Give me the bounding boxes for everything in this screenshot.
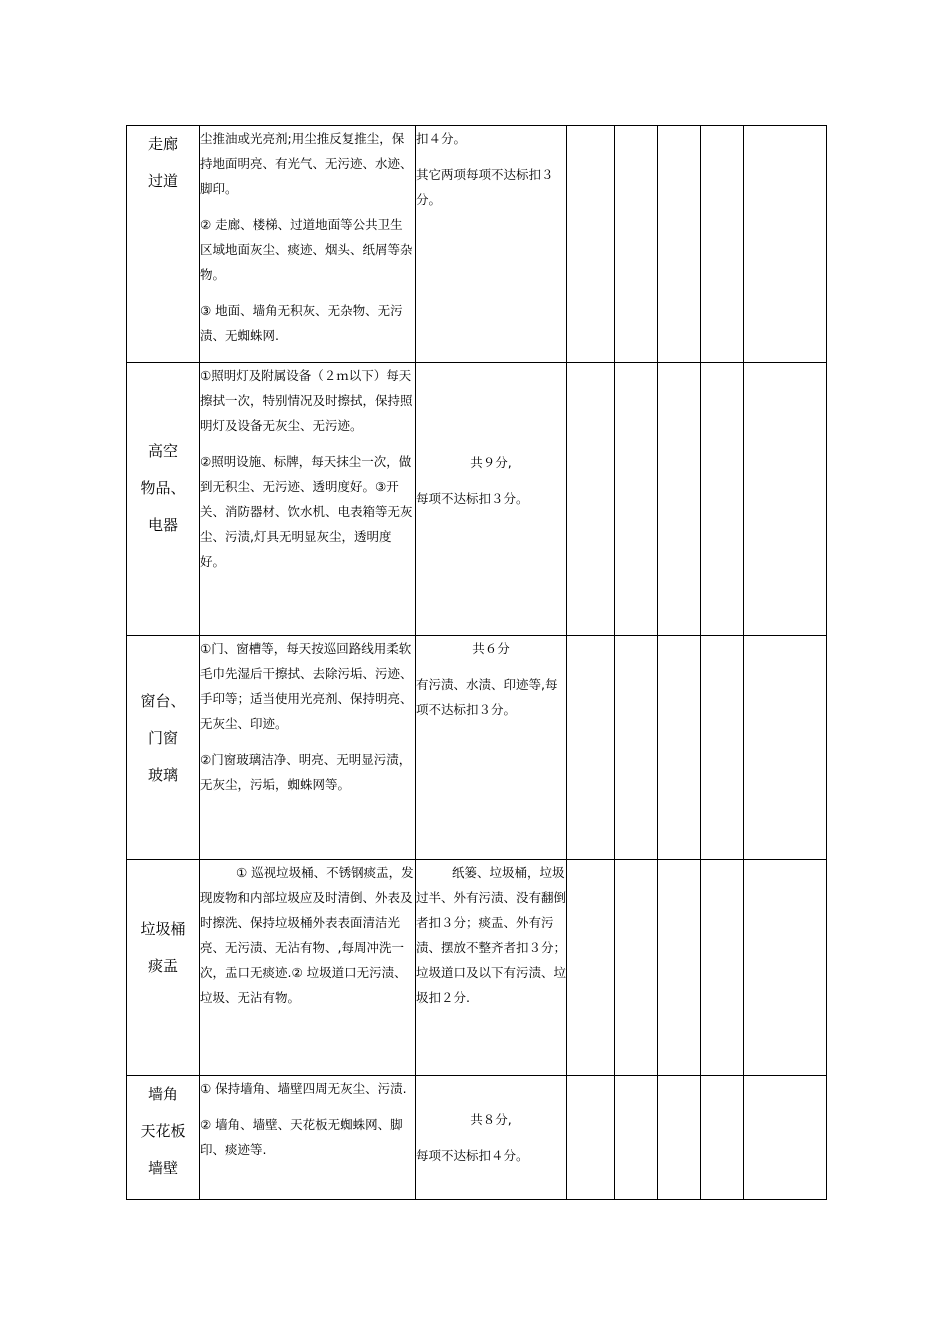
blank-cell (615, 363, 658, 636)
blank-cell (658, 126, 701, 363)
item-name-cell (127, 860, 200, 1076)
standard-cell (200, 860, 416, 1076)
score-text: 扣４分。 (416, 131, 467, 146)
score-text: 共９分, (470, 454, 512, 470)
standard-text: ① 巡视垃圾桶、不锈钢痰盂，发现废物和内部垃圾应及时清倒、外表及时擦洗、保持垃圾桶外表表面清洁光亮、无污渍、无沾有物、,每周冲洗一次，盂口无痰迹.② 垃圾道口无污渍、垃圾、无沾有物。 (200, 865, 414, 1005)
item-name-line: 走廊 (147, 135, 178, 153)
blank-cell (615, 126, 658, 363)
standard-text: ②门窗玻璃洁净、明亮、无明显污渍，无灰尘，污垢，蜘蛛网等。 (200, 752, 412, 792)
blank-cell (744, 1076, 827, 1200)
standard-text: ② 走廊、楼梯、过道地面等公共卫生区域地面灰尘、痰迹、烟头、纸屑等杂物。 (200, 217, 413, 282)
item-name-cell (127, 126, 200, 363)
item-name-line: 玻璃 (147, 766, 178, 784)
blank-cell (744, 860, 827, 1076)
score-text: 其它两项每项不达标扣３分。 (416, 167, 554, 207)
score-text: 每项不达标扣３分。 (416, 490, 529, 506)
score-cell (416, 636, 567, 860)
table-row (127, 126, 827, 363)
table-row (127, 1076, 827, 1200)
blank-cell (567, 363, 615, 636)
item-name-line: 窗台、 (140, 692, 186, 710)
blank-cell (744, 126, 827, 363)
blank-cell (615, 1076, 658, 1200)
blank-cell (567, 126, 615, 363)
item-name-line: 垃圾桶 (140, 919, 186, 938)
item-name-line: 电器 (147, 515, 178, 534)
item-name-line: 痰盂 (147, 956, 178, 975)
score-cell (416, 1076, 567, 1200)
score-text: 共６分 (472, 641, 510, 656)
score-text: 有污渍、水渍、印迹等,每项不达标扣３分。 (416, 677, 558, 717)
item-name-line: 墙壁 (147, 1159, 178, 1177)
standard-text: ② 墙角、墙壁、天花板无蜘蛛网、脚印、痰迹等. (200, 1117, 403, 1157)
standard-cell (200, 636, 416, 860)
item-name-line: 高空 (147, 441, 178, 460)
standard-text: 尘推油或光亮剂;用尘推反复推尘，保持地面明亮、有光气、无污迹、水迹、脚印。 (200, 131, 413, 196)
blank-cell (658, 363, 701, 636)
standard-cell (200, 363, 416, 636)
item-name-cell (127, 363, 200, 636)
blank-cell (567, 636, 615, 860)
blank-cell (567, 860, 615, 1076)
standard-text: ① 保持墙角、墙壁四周无灰尘、污渍. (200, 1081, 407, 1096)
standard-text: ①门、窗槽等，每天按巡回路线用柔软毛巾先湿后干擦拭、去除污垢、污迹、手印等；适当使用光亮剂、保持明亮、无灰尘、印迹。 (200, 641, 413, 731)
score-cell (416, 126, 567, 363)
score-cell (416, 363, 567, 636)
table-row (127, 636, 827, 860)
blank-cell (701, 860, 744, 1076)
score-text: 每项不达标扣４分。 (416, 1148, 529, 1163)
item-name-cell (127, 636, 200, 860)
blank-cell (615, 636, 658, 860)
blank-cell (658, 860, 701, 1076)
blank-cell (701, 363, 744, 636)
blank-cell (658, 1076, 701, 1200)
standard-cell (200, 126, 416, 363)
table-row (127, 860, 827, 1076)
item-name-line: 物品、 (140, 478, 186, 497)
blank-cell (744, 363, 827, 636)
blank-cell (567, 1076, 615, 1200)
table-row (127, 363, 827, 636)
standard-text: ③ 地面、墙角无积灰、无杂物、无污渍、无蜘蛛网. (200, 303, 403, 343)
score-text: 共８分, (470, 1112, 512, 1127)
blank-cell (615, 860, 658, 1076)
blank-cell (701, 126, 744, 363)
item-name-line: 门窗 (147, 729, 178, 747)
standard-cell (200, 1076, 416, 1200)
item-name-cell (127, 1076, 200, 1200)
inspection-table (126, 125, 827, 1200)
blank-cell (701, 636, 744, 860)
score-cell (416, 860, 567, 1076)
item-name-line: 过道 (147, 172, 178, 190)
score-text: 纸篓、垃圾桶，垃圾过半、外有污渍、没有翻倒者扣３分；痰盂、外有污渍、摆放不整齐者扣３分；垃圾道口及以下有污渍、垃圾扣２分. (416, 865, 567, 1005)
standard-text: ①照明灯及附属设备（２ｍ以下）每天擦拭一次，特别情况及时擦拭，保持照明灯及设备无灰尘、无污迹。 (200, 368, 413, 433)
blank-cell (658, 636, 701, 860)
blank-cell (744, 636, 827, 860)
blank-cell (701, 1076, 744, 1200)
item-name-line: 墙角 (147, 1085, 178, 1103)
item-name-line: 天花板 (140, 1122, 186, 1140)
standard-text: ②照明设施、标牌，每天抹尘一次，做到无积尘、无污迹、透明度好。③开关、消防器材、饮水机、电表箱等无灰尘、污渍,灯具无明显灰尘，透明度好。 (200, 454, 413, 569)
